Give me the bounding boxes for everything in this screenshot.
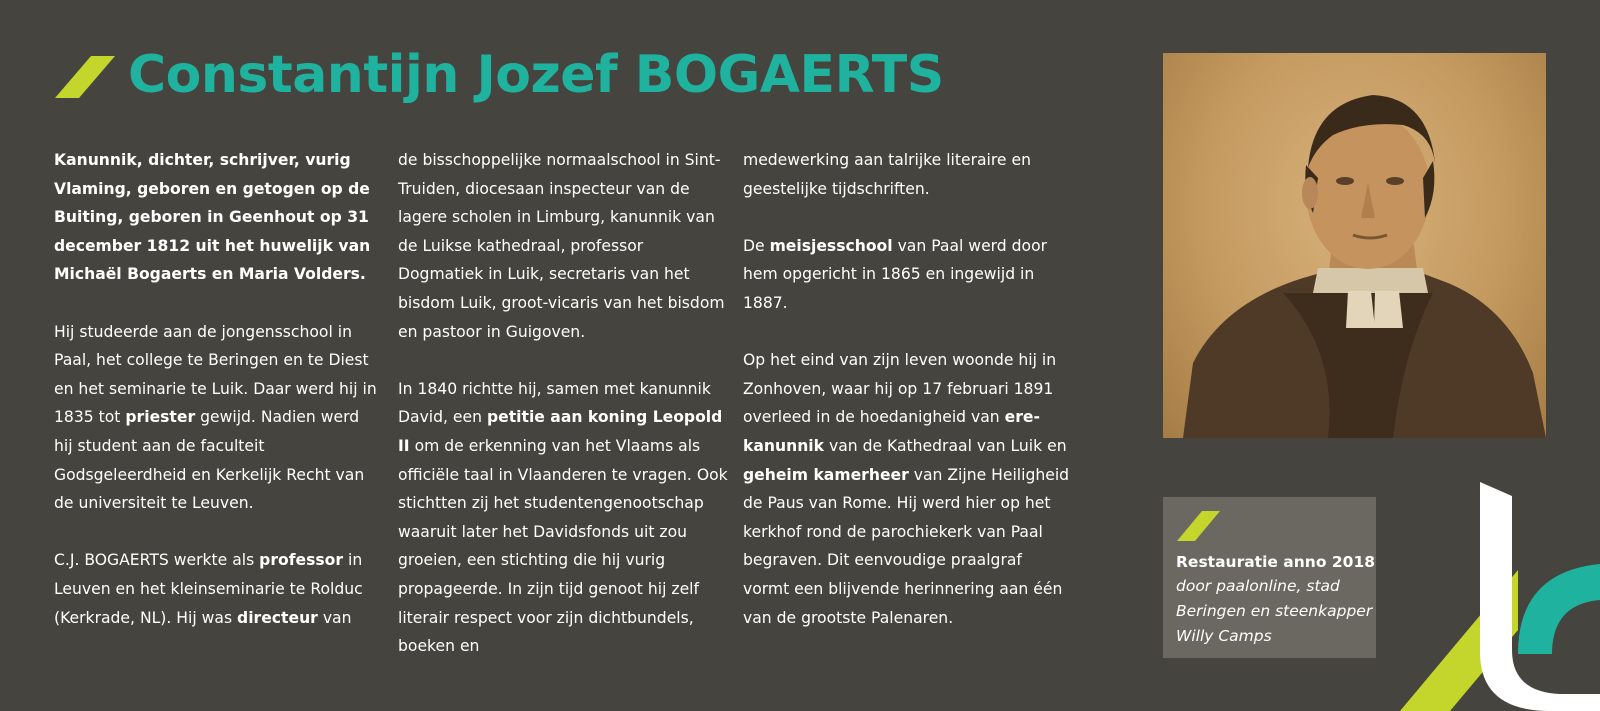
school-text-bold: meisjesschool <box>769 236 893 255</box>
petition-paragraph <box>398 375 728 661</box>
portrait-photo <box>1163 53 1546 438</box>
title-slash-icon <box>55 56 115 98</box>
death-text-c: van de Kathedraal van Luik en <box>824 436 1067 455</box>
brand-logo-icon <box>1400 482 1600 711</box>
education-paragraph <box>54 318 379 518</box>
intro-paragraph <box>54 146 379 289</box>
death-text-e: van Zijne Heiligheid de Paus van Rome. Hij werd hier op het kerkhof rond de parochiekerk van Paal begraven. Dit eenvoudige praalgraf vormt een blijvende herinnering aan één van de grootste Palenaren. <box>743 465 1070 627</box>
death-text-a: Op het eind van zijn leven woonde hij in Zonhoven, waar hij op 17 februari 1891 overleed in de hoedanigheid van <box>743 351 1057 427</box>
caption-slash-icon <box>1177 511 1220 541</box>
school-text-c: van Paal werd door hem opgericht in 1865 en ingewijd in 1887. <box>743 236 1048 312</box>
text-column-3 <box>743 146 1073 632</box>
death-text-bold-1: ere-kanunnik <box>743 408 1040 455</box>
death-text-bold-2: geheim kamerheer <box>743 465 909 484</box>
page-title: Constantijn Jozef BOGAERTS <box>128 45 944 105</box>
intro-bold-text: Kanunnik, dichter, schrijver, vurig Vlaming, geboren en getogen op de Buiting, geboren in Geenhout op 31 december 1812 uit het huwelijk van Michaël Bogaerts en Maria Volders. <box>54 151 371 284</box>
caption-box <box>1163 497 1376 658</box>
petition-text-bold: petitie aan koning Leopold II <box>398 408 723 455</box>
education-text-a: Hij studeerde aan de jongensschool in Paal, het college te Beringen en te Diest en het seminarie te Luik. Daar werd hij in 1835 tot <box>54 322 377 427</box>
caption-body: door paalonline, stad Beringen en steenkapper Willy Camps <box>1176 577 1373 645</box>
caption-title: Restauratie anno 2018 <box>1176 553 1376 571</box>
text-column-2 <box>398 146 728 661</box>
text-column-1 <box>54 146 379 632</box>
career-text-a: C.J. BOGAERTS werkte als <box>54 551 260 570</box>
journals-paragraph: medewerking aan talrijke literaire en geestelijke tijdschriften. <box>743 151 1031 198</box>
positions-paragraph: de bisschoppelijke normaalschool in Sint-Truiden, diocesaan inspecteur van de lagere scholen in Limburg, kanunnik van de Luikse kathedraal, professor Dogmatiek in Luik, secretaris van het bisdom Luik, groot-vicaris van het bisdom en pastoor in Guigoven. <box>398 151 725 341</box>
career-text-c: in Leuven en het kleinseminarie te Rolduc (Kerkrade, NL). Hij was <box>54 551 363 627</box>
petition-text-c: om de erkenning van het Vlaams als officiële taal in Vlaanderen te vragen. Ook stichtten zij het studentengenootschap waaruit later het Davidsfonds uit zou groeien, een stichting die hij vurig propageerde. In zijn tijd genoot hij zelf literair respect voor zijn dichtbundels, boeken en <box>398 436 728 656</box>
portrait-illustration <box>1163 53 1546 438</box>
petition-text-a: In 1840 richtte hij, samen met kanunnik David, een <box>398 379 711 427</box>
school-paragraph <box>743 232 1073 318</box>
school-text-a: De <box>743 236 770 255</box>
education-text-c: gewijd. Nadien werd hij student aan de faculteit Godsgeleerdheid en Kerkelijk Recht van de universiteit te Leuven. <box>54 408 365 513</box>
death-paragraph <box>743 346 1073 632</box>
career-text-e: van <box>317 608 352 627</box>
career-paragraph <box>54 546 379 632</box>
career-text-bold-2: directeur <box>237 608 318 627</box>
education-text-bold: priester <box>125 408 196 427</box>
career-text-bold-1: professor <box>259 551 344 570</box>
